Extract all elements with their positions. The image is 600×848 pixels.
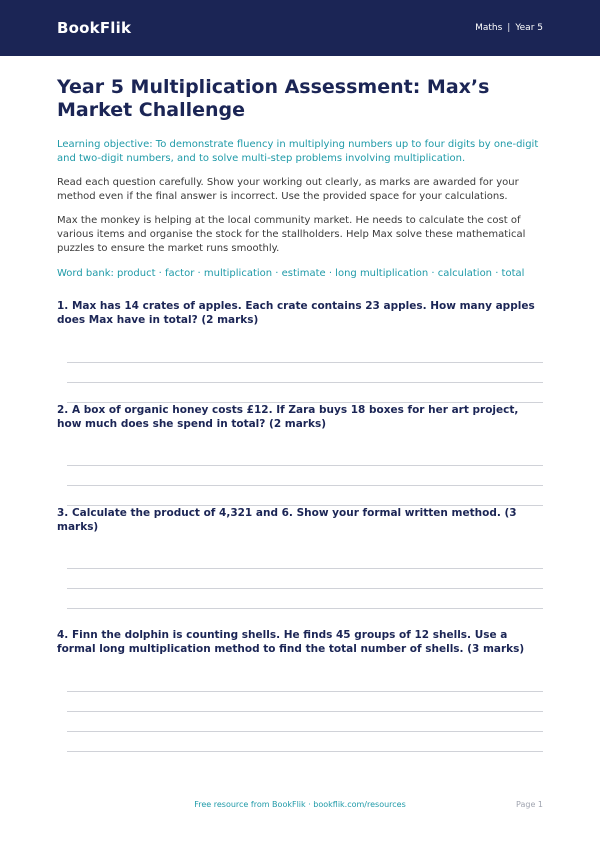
subject-label: Maths: [475, 23, 503, 33]
answer-line[interactable]: [67, 588, 543, 589]
answer-lines-1[interactable]: [67, 362, 543, 403]
answer-line[interactable]: [67, 382, 543, 383]
worksheet-content: [0, 56, 600, 752]
question-4-text: 4. Finn the dolphin is counting shells. He finds 45 groups of 12 shells. Use a formal long multiplication method to find the total number of shells. (3 marks): [57, 629, 525, 655]
answer-line[interactable]: [67, 465, 543, 466]
question-1: [57, 299, 543, 403]
page-number: Page 1: [516, 800, 543, 809]
question-2-text: 2. A box of organic honey costs £12. If Zara buys 18 boxes for her art project, how much does she spend in total? (2 marks): [57, 404, 519, 430]
year-label: Year 5: [515, 23, 543, 33]
question-2: [57, 403, 543, 506]
answer-line[interactable]: [67, 691, 543, 692]
answer-line[interactable]: [67, 485, 543, 486]
answer-lines-4[interactable]: [67, 691, 543, 752]
answer-lines-2[interactable]: [67, 465, 543, 506]
header-meta: [475, 23, 543, 33]
question-4: [57, 628, 543, 752]
question-1-text: 1. Max has 14 crates of apples. Each crate contains 23 apples. How many apples does Max have in total? (2 marks): [57, 300, 535, 326]
answer-line[interactable]: [67, 568, 543, 569]
page-footer: [0, 800, 600, 809]
word-bank: Word bank: product · factor · multiplication · estimate · long multiplication · calculation · total: [57, 268, 525, 279]
answer-line[interactable]: [67, 608, 543, 609]
meta-separator: |: [507, 23, 511, 33]
answer-line[interactable]: [67, 731, 543, 732]
instructions-text: Read each question carefully. Show your working out clearly, as marks are awarded for your method even if the final answer is incorrect. Use the provided space for your calculations.: [57, 177, 519, 202]
answer-line[interactable]: [67, 751, 543, 752]
footer-link[interactable]: Free resource from BookFlik · bookflik.com/resources: [194, 800, 406, 809]
answer-line[interactable]: [67, 362, 543, 363]
question-3: [57, 506, 543, 609]
intro-text: Max the monkey is helping at the local community market. He needs to calculate the cost of various items and organise the stock for the stallholders. Help Max solve these mathematical puzzles to ensure the market runs smoothly.: [57, 215, 526, 254]
page-title: Year 5 Multiplication Assessment: Max’s Market Challenge: [57, 76, 490, 121]
answer-line[interactable]: [67, 711, 543, 712]
answer-lines-3[interactable]: [67, 568, 543, 609]
learning-objective: Learning objective: To demonstrate fluency in multiplying numbers up to four digits by one-digit and two-digit numbers, and to solve multi-step problems involving multiplication.: [57, 139, 539, 164]
brand-logo[interactable]: BookFlik: [57, 19, 132, 37]
page-header: [0, 0, 600, 56]
question-3-text: 3. Calculate the product of 4,321 and 6. Show your formal written method. (3 marks): [57, 507, 517, 533]
